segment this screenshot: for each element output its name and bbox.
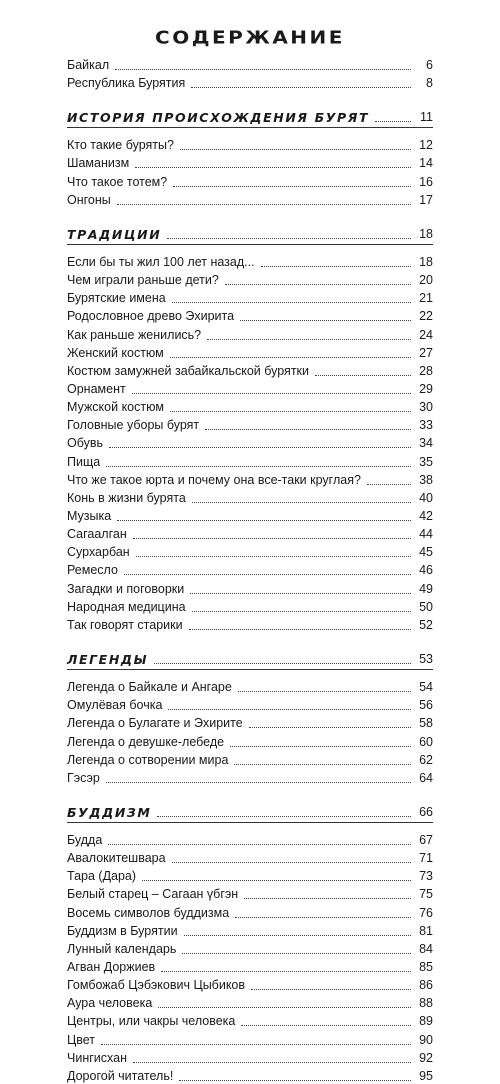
dot-leader (241, 1025, 411, 1026)
section-divider (67, 127, 433, 128)
toc-entry[interactable] (67, 325, 433, 343)
toc-entry[interactable] (67, 433, 433, 451)
entry-title: Республика Бурятия (67, 76, 186, 91)
toc-entry[interactable] (67, 957, 433, 975)
entry-title: Лунный календарь (67, 941, 177, 956)
dot-leader (192, 502, 411, 503)
page-number: 22 (419, 309, 433, 324)
page-number: 24 (419, 327, 433, 342)
toc-entry[interactable] (67, 750, 433, 768)
toc-entry[interactable] (67, 270, 433, 288)
toc-entry[interactable] (67, 397, 433, 415)
toc-section-heading[interactable] (67, 222, 433, 242)
toc-entry[interactable] (67, 506, 433, 524)
page-number: 60 (419, 734, 433, 749)
dot-leader (172, 302, 411, 303)
dot-leader (109, 447, 411, 448)
entry-title: Бурятские имена (67, 291, 166, 306)
page-number: 11 (420, 110, 433, 125)
entry-title: Пища (67, 454, 101, 469)
page-number: 28 (419, 363, 433, 378)
dot-leader (173, 186, 411, 187)
page-number: 29 (419, 381, 433, 396)
dot-leader (158, 1007, 411, 1008)
entry-title: Кто такие буряты? (67, 138, 174, 153)
section-divider (67, 822, 433, 823)
entry-title: Как раньше женились? (67, 327, 202, 342)
dot-leader (133, 1062, 411, 1063)
entry-title: Онгоны (67, 192, 111, 207)
dot-leader (101, 1044, 411, 1045)
entry-title: Женский костюм (67, 345, 164, 360)
dot-leader (315, 375, 411, 376)
page-number: 12 (419, 138, 433, 153)
toc-entry[interactable] (67, 361, 433, 379)
page-number: 64 (419, 770, 433, 785)
entry-title: Аура человека (67, 996, 153, 1011)
dot-leader (117, 204, 411, 205)
dot-leader (234, 764, 411, 765)
page-title: СОДЕРЖАНИЕ (155, 26, 345, 48)
dot-leader (180, 149, 411, 150)
entry-title: Мужской костюм (67, 400, 164, 415)
page-number: 84 (419, 941, 433, 956)
toc-entry[interactable] (67, 579, 433, 597)
dot-leader (132, 393, 411, 394)
page-number: 54 (419, 680, 433, 695)
entry-title: Белый старец – Сагаан үбгэн (67, 887, 239, 902)
entry-title: Цвет (67, 1032, 96, 1047)
page-number: 34 (419, 436, 433, 451)
page-number: 21 (419, 291, 433, 306)
entry-title: Байкал (67, 58, 110, 72)
section-divider (67, 669, 433, 670)
toc-entry[interactable] (67, 73, 433, 91)
page-number: 71 (419, 851, 433, 866)
entry-title: Орнамент (67, 381, 126, 396)
entry-title: Сурхарбан (67, 545, 130, 560)
entry-title: Чингисхан (67, 1050, 127, 1065)
entry-title: Сагаалган (67, 527, 127, 542)
toc-entry[interactable] (67, 677, 433, 695)
toc-entry[interactable] (67, 415, 433, 433)
page-number: 52 (419, 617, 433, 632)
dot-leader (124, 574, 411, 575)
page-number: 6 (426, 58, 433, 72)
dot-leader (230, 746, 411, 747)
page-number: 53 (419, 652, 433, 667)
page-number: 46 (419, 563, 433, 578)
dot-leader (115, 69, 411, 70)
page-number: 75 (419, 887, 433, 902)
entry-title: Родословное древо Эхирита (67, 309, 235, 324)
toc-entry[interactable] (67, 252, 433, 270)
dot-leader (205, 429, 411, 430)
page-number: 73 (419, 869, 433, 884)
toc-entry[interactable] (67, 379, 433, 397)
entry-title: Дорогой читатель! (67, 1068, 174, 1083)
dot-leader (244, 898, 411, 899)
page-number: 14 (419, 156, 433, 171)
toc-entry[interactable] (67, 866, 433, 884)
dot-leader (375, 121, 411, 122)
toc-entry[interactable] (67, 695, 433, 713)
page-number: 92 (419, 1050, 433, 1065)
page-number: 90 (419, 1032, 433, 1047)
dot-leader (170, 411, 411, 412)
toc-entry[interactable] (67, 190, 433, 208)
toc-entry[interactable] (67, 975, 433, 993)
toc-entry[interactable] (67, 488, 433, 506)
dot-leader (235, 917, 411, 918)
page-number: 45 (419, 545, 433, 560)
page-number: 16 (419, 174, 433, 189)
entry-title: Музыка (67, 509, 112, 523)
dot-leader (106, 466, 411, 467)
section-title: ТРАДИЦИИ (67, 226, 162, 242)
entry-title: Народная медицина (67, 599, 186, 614)
section-title: БУДДИЗМ (67, 804, 152, 820)
dot-leader (367, 484, 411, 485)
page-number: 49 (419, 581, 433, 596)
toc-entry[interactable] (67, 452, 433, 470)
page-number: 18 (419, 254, 433, 269)
toc-entry[interactable] (67, 848, 433, 866)
toc-entry[interactable] (67, 1011, 433, 1029)
toc-entry[interactable] (67, 993, 433, 1011)
page-number: 44 (419, 527, 433, 542)
dot-leader (135, 167, 411, 168)
toc-entry[interactable] (67, 153, 433, 171)
toc-entry[interactable] (67, 524, 433, 542)
toc-entry[interactable] (67, 542, 433, 560)
toc-entry[interactable] (67, 939, 433, 957)
dot-leader (191, 87, 411, 88)
entry-title: Загадки и поговорки (67, 581, 185, 596)
toc-entry[interactable] (67, 830, 433, 848)
entry-title: Будда (67, 832, 103, 847)
dot-leader (182, 953, 411, 954)
dot-leader (225, 284, 411, 285)
toc-entry[interactable] (67, 135, 433, 153)
section-divider (67, 244, 433, 245)
toc-entry[interactable] (67, 55, 433, 73)
dot-leader (154, 663, 411, 664)
section-title: ЛЕГЕНДЫ (67, 652, 149, 668)
page-number: 38 (419, 472, 433, 487)
toc-entry[interactable] (67, 172, 433, 190)
dot-leader (240, 320, 411, 321)
entry-title: Ремесло (67, 563, 118, 578)
toc-entry[interactable] (67, 288, 433, 306)
toc-entry[interactable] (67, 1066, 433, 1084)
dot-leader (189, 629, 411, 630)
entry-title: Авалокитешвара (67, 851, 166, 866)
page-number: 86 (419, 978, 433, 993)
toc-entry[interactable] (67, 470, 433, 488)
entry-title: Буддизм в Бурятии (67, 923, 178, 938)
dot-leader (170, 357, 411, 358)
page-number: 30 (419, 400, 433, 415)
dot-leader (117, 520, 411, 521)
page-number: 40 (419, 490, 433, 505)
dot-leader (192, 611, 411, 612)
dot-leader (238, 691, 411, 692)
dot-leader (172, 862, 411, 863)
toc-entry[interactable] (67, 306, 433, 324)
toc-entry[interactable] (67, 615, 433, 633)
entry-title: Так говорят старики (67, 617, 183, 632)
toc-section-heading[interactable] (67, 800, 433, 820)
entry-title: Чем играли раньше дети? (67, 273, 219, 288)
dot-leader (161, 971, 411, 972)
entry-title: Если бы ты жил 100 лет назад... (67, 254, 255, 269)
page-number: 27 (419, 345, 433, 360)
page-number: 42 (419, 509, 433, 523)
page-number: 76 (419, 905, 433, 920)
entry-title: Центры, или чакры человека (67, 1014, 236, 1029)
entry-title: Легенда о сотворении мира (67, 752, 229, 767)
dot-leader (190, 593, 411, 594)
entry-title: Восемь символов буддизма (67, 905, 230, 920)
page-number: 66 (419, 804, 433, 819)
entry-title: Легенда о Булагате и Эхирите (67, 716, 243, 731)
entry-title: Головные уборы бурят (67, 418, 200, 433)
dot-leader (261, 266, 411, 267)
dot-leader (249, 727, 411, 728)
entry-title: Легенда о девушке-лебеде (67, 734, 225, 749)
toc-section-heading[interactable] (67, 105, 433, 125)
page-number: 17 (419, 192, 433, 207)
page-number: 33 (419, 418, 433, 433)
toc-entry[interactable] (67, 597, 433, 615)
entry-title: Омулёвая бочка (67, 698, 163, 713)
entry-title: Гомбожаб Цэбэкович Цыбиков (67, 978, 246, 993)
page-number: 8 (426, 76, 433, 91)
dot-leader (157, 816, 411, 817)
dot-leader (179, 1080, 411, 1081)
toc-section-heading[interactable] (67, 647, 433, 667)
entry-title: Тара (Дара) (67, 869, 137, 884)
dot-leader (251, 989, 411, 990)
dot-leader (184, 935, 411, 936)
page-number: 85 (419, 960, 433, 974)
dot-leader (108, 844, 411, 845)
dot-leader (136, 556, 411, 557)
page-number: 67 (419, 832, 433, 847)
entry-title: Шаманизм (67, 156, 130, 171)
entry-title: Что же такое юрта и почему она все-таки круглая? (67, 472, 361, 487)
dot-leader (167, 238, 411, 239)
toc-entry[interactable] (67, 560, 433, 578)
page-number: 62 (419, 752, 433, 767)
entry-title: Костюм замужней забайкальской бурятки (67, 363, 309, 378)
toc-entry[interactable] (67, 884, 433, 902)
dot-leader (142, 880, 411, 881)
entry-title: Обувь (67, 436, 104, 451)
page-number: 58 (419, 716, 433, 731)
toc-entry[interactable] (67, 903, 433, 921)
entry-title: Легенда о Байкале и Ангаре (67, 680, 232, 695)
page-number: 81 (419, 923, 433, 938)
page-number: 88 (419, 996, 433, 1011)
dot-leader (106, 782, 411, 783)
section-title: ИСТОРИЯ ПРОИСХОЖДЕНИЯ БУРЯТ (67, 110, 370, 126)
toc-entry[interactable] (67, 713, 433, 731)
page-number: 20 (419, 273, 433, 288)
page-number: 89 (419, 1014, 433, 1029)
entry-title: Агван Доржиев (67, 960, 156, 974)
page-number: 50 (419, 599, 433, 614)
table-of-contents (67, 0, 433, 1083)
toc-entry[interactable] (67, 921, 433, 939)
entry-title: Конь в жизни бурята (67, 490, 186, 505)
page-number: 95 (419, 1068, 433, 1083)
dot-leader (207, 339, 411, 340)
toc-entry[interactable] (67, 1048, 433, 1066)
page-number: 18 (419, 226, 433, 241)
dot-leader (133, 538, 411, 539)
page-number: 56 (419, 698, 433, 713)
toc-entry[interactable] (67, 1030, 433, 1048)
toc-entry[interactable] (67, 768, 433, 786)
toc-entry[interactable] (67, 732, 433, 750)
page-number: 35 (419, 454, 433, 469)
entry-title: Что такое тотем? (67, 174, 168, 189)
toc-entry[interactable] (67, 343, 433, 361)
entry-title: Гэсэр (67, 770, 100, 785)
dot-leader (168, 709, 411, 710)
